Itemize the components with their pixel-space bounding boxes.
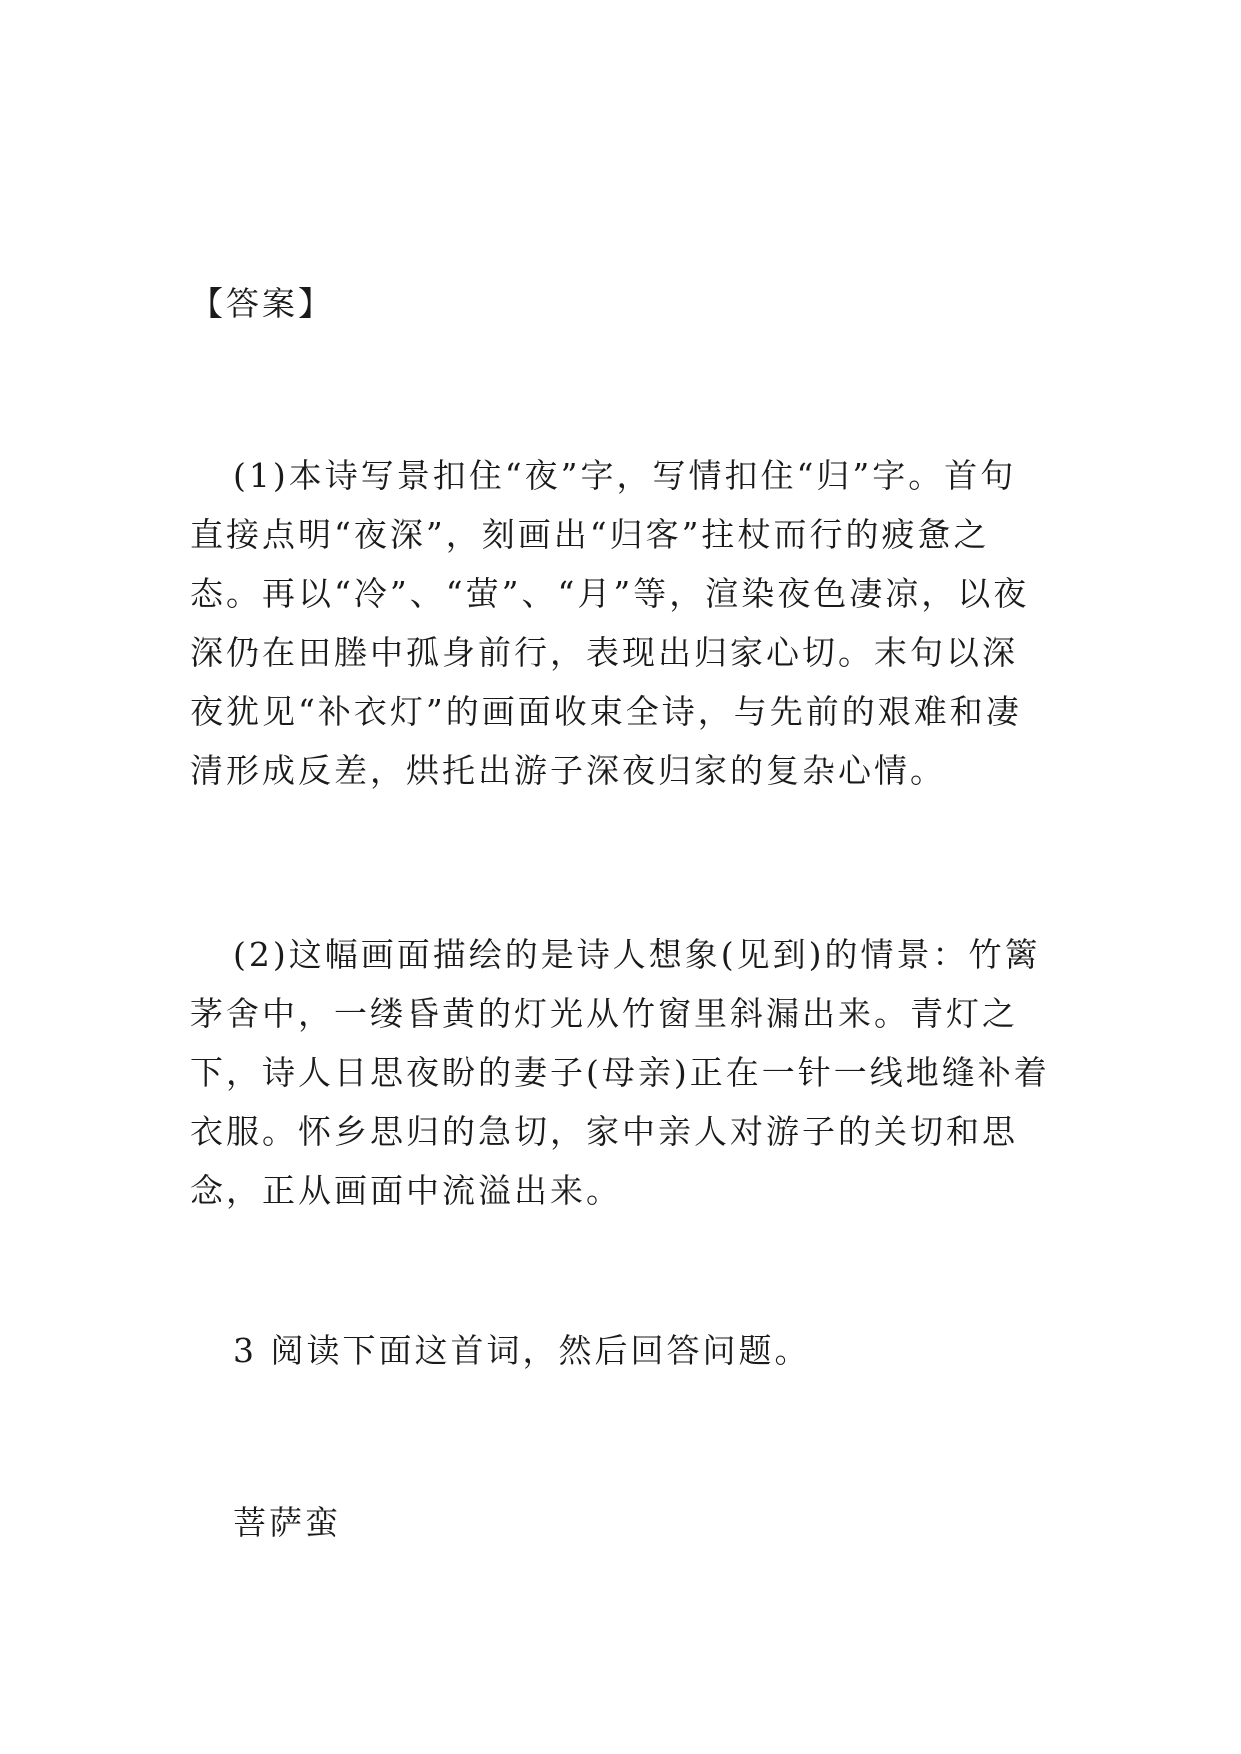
answer-heading: 【答案】: [190, 284, 334, 323]
poem-title: 菩萨蛮: [233, 1503, 341, 1542]
answer-paragraph-1: (1)本诗写景扣住“夜”字，写情扣住“归”字。首句直接点明“夜深”，刻画出“归客”拄杖而行的疲惫之态。再以“冷”、“萤”、“月”等，渲染夜色凄凉，以夜深仍在田塍中孤身前行，表现出归家心切。末句以深夜犹见“补衣灯”的画面收束全诗，与先前的艰难和凄清形成反差，烘托出游子深夜归家的复杂心情。: [190, 456, 1030, 790]
answer-paragraph-2: (2)这幅画面描绘的是诗人想象(见到)的情景：竹篱茅舍中，一缕昏黄的灯光从竹窗里斜漏出来。青灯之下，诗人日思夜盼的妻子(母亲)正在一针一线地缝补着衣服。怀乡思归的急切，家中亲人对游子的关切和思念，正从画面中流溢出来。: [190, 935, 1050, 1210]
question-prompt: 3 阅读下面这首词，然后回答问题。: [233, 1331, 811, 1370]
